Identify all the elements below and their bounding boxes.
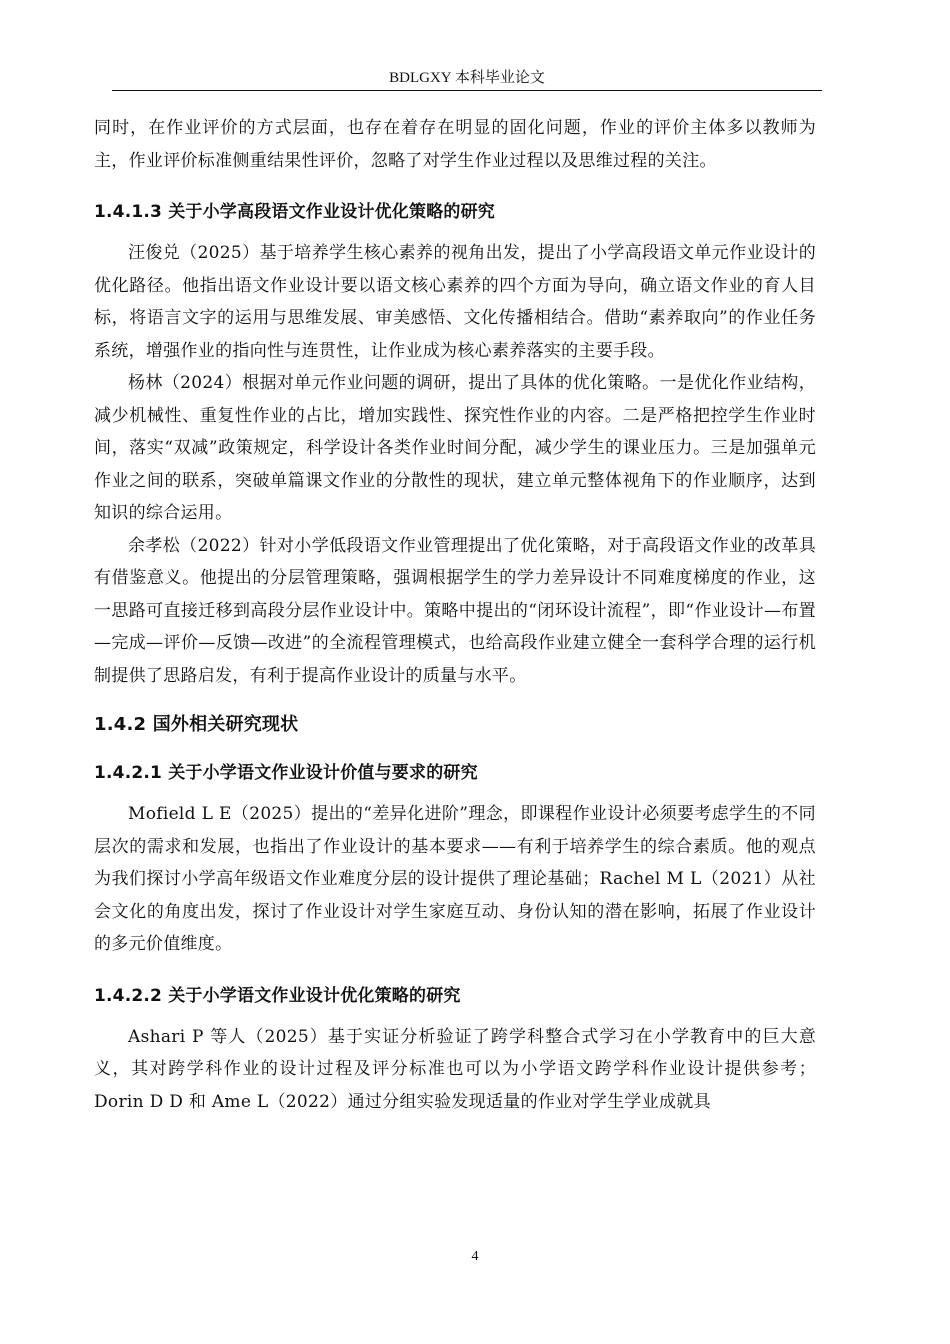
paragraph: Ashari P 等人（2025）基于实证分析验证了跨学科整合式学习在小学教育中的巨大意义，其对跨学科作业的设计过程及评分标准也可以为小学语文跨学科作业设计提供参考；Dorin D D 和 Ame L（2022）通过分组实验发现适量的作业对学生学业成就具 — [94, 1026, 816, 1112]
section-heading-1-4-2-2: 1.4.2.2 关于小学语文作业设计优化策略的研究 — [94, 985, 461, 1006]
page-number: 4 — [471, 1249, 479, 1264]
paragraph: 汪俊兑（2025）基于培养学生核心素养的视角出发，提出了小学高段语文单元作业设计的优化路径。他指出语文作业设计要以语文核心素养的四个方面为导向，确立语文作业的育人目标，将语言文字的运用与思维发展、审美感悟、文化传播相结合。借助“素养取向”的作业任务系统，增强作业的指向性与连贯性，让作业成为核心素养落实的主要手段。 — [94, 243, 816, 361]
paragraph: 杨林（2024）根据对单元作业问题的调研，提出了具体的优化策略。一是优化作业结构，减少机械性、重复性作业的占比，增加实践性、探究性作业的内容。二是严格把控学生作业时间，落实“双减”政策规定，科学设计各类作业时间分配，减少学生的课业压力。三是加强单元作业之间的联系，突破单篇课文作业的分散性的现状，建立单元整体视角下的作业顺序，达到知识的综合运用。 — [94, 373, 816, 523]
paragraph: 余孝松（2022）针对小学低段语文作业管理提出了优化策略，对于高段语文作业的改革具有借鉴意义。他提出的分层管理策略，强调根据学生的学力差异设计不同难度梯度的作业，这一思路可直接迁移到高段分层作业设计中。策略中提出的“闭环设计流程”，即“作业设计—布置—完成—评价—反馈—改进”的全流程管理模式，也给高段作业建立健全一套科学合理的运行机制提供了思路启发，有利于提高作业设计的质量与水平。 — [94, 535, 816, 686]
paragraph: Mofield L E（2025）提出的“差异化进阶”理念，即课程作业设计必须要考虑学生的不同层次的需求和发展，也指出了作业设计的基本要求——有利于培养学生的综合素质。他的观点为我们探讨小学高年级语文作业难度分层的设计提供了理论基础；Rachel M L（2021）从社会文化的角度出发，探讨了作业设计对学生家庭互动、身份认知的潜在影响，拓展了作业设计的多元价值维度。 — [94, 804, 816, 954]
section-heading-1-4-1-3: 1.4.1.3 关于小学高段语文作业设计优化策略的研究 — [94, 202, 496, 222]
header-rule — [112, 90, 822, 91]
paragraph-intro: 同时，在作业评价的方式层面，也存在着存在明显的固化问题，作业的评价主体多以教师为主，作业评价标准侧重结果性评价，忽略了对学生作业过程以及思维过程的关注。 — [94, 118, 816, 171]
page-header: BDLGXY 本科毕业论文 — [389, 70, 545, 86]
section-heading-1-4-2-1: 1.4.2.1 关于小学语文作业设计价值与要求的研究 — [94, 763, 478, 783]
page-content — [94, 112, 816, 1118]
section-heading-1-4-2: 1.4.2 国外相关研究现状 — [94, 714, 299, 735]
